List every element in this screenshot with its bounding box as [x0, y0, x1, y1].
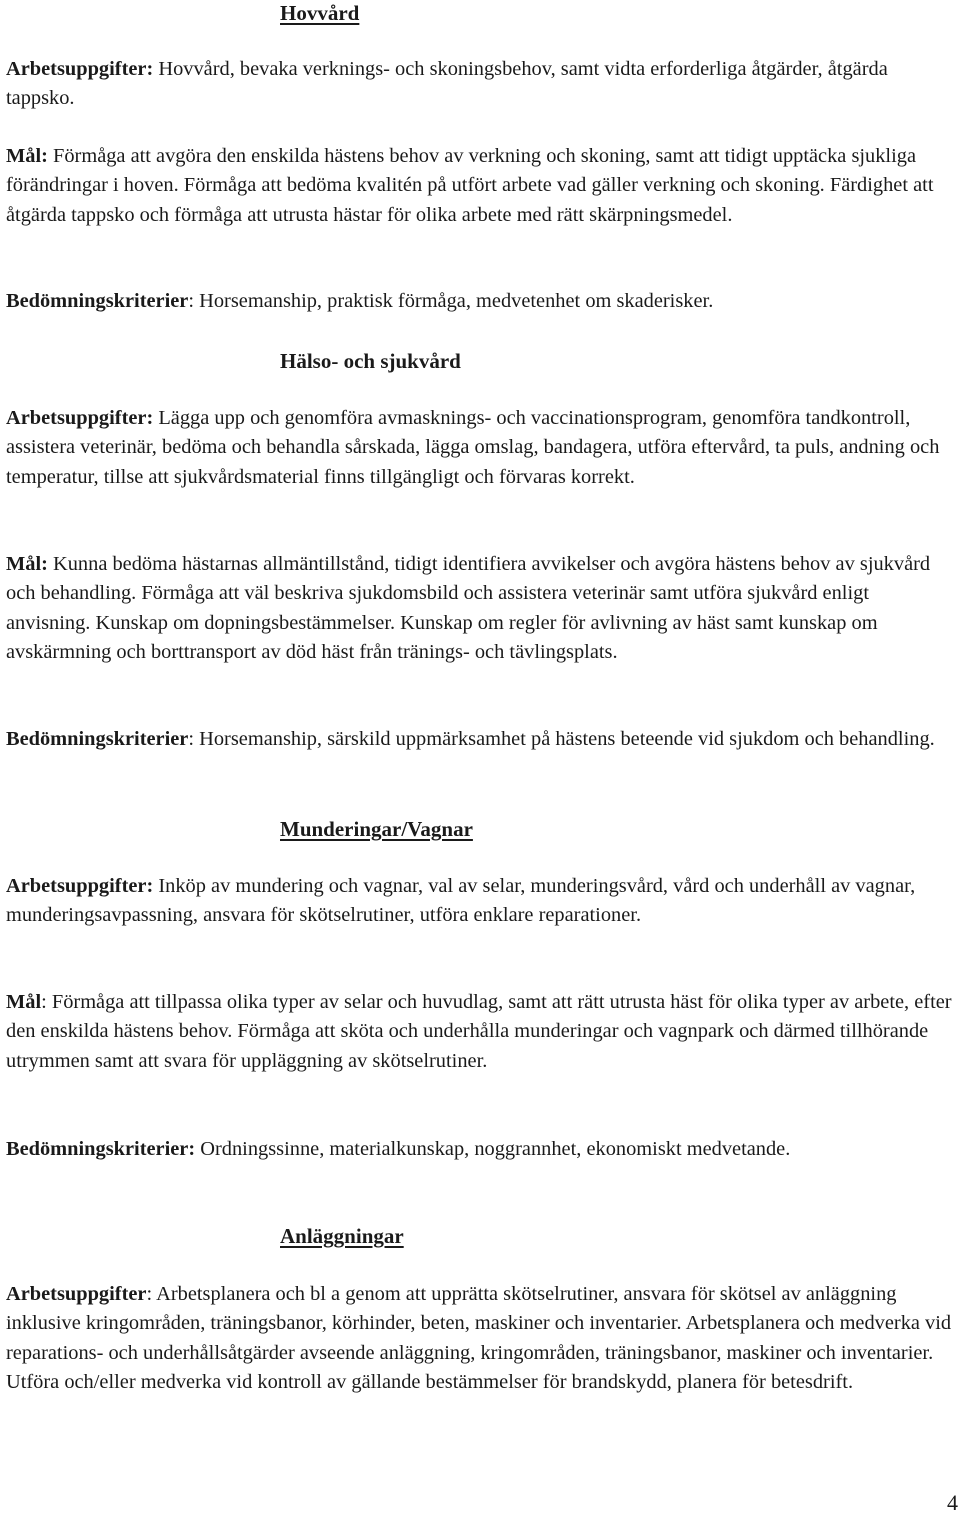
paragraph-halso-bedomning: [6, 725, 935, 754]
paragraph-hovvard-mal: [6, 142, 954, 230]
paragraph-text: : Arbetsplanera och bl a genom att upprätta skötselrutiner, ansvara för skötsel av anläggning inklusive kringområden, träningsbanor, körhinder, beten, maskiner och inventarier. Arbetsplanera och medverka vid reparations- och underhållsåtgärder avseende anläggning, kringområden, träningsbanor, maskiner och inventarier. Utföra och/eller medverka vid kontroll av gällande bestämmelser för brandskydd, planera för betesdrift.: [6, 1283, 952, 1393]
paragraph-label: Bedömningskriterier: [6, 290, 189, 312]
paragraph-label: Arbetsuppgifter:: [6, 58, 154, 80]
paragraph-label: Mål:: [6, 145, 48, 167]
section-heading-hovvard: Hovvård: [280, 1, 360, 25]
paragraph-text: Förmåga att avgöra den enskilda hästens behov av verkning och skoning, samt att tidigt upptäcka sjukliga förändringar i hoven. Förmåga att bedöma kvalitén på utfört arbete vad gäller verkning och skoning. Färdighet att åtgärda tappsko och förmåga att utrusta hästar för olika arbete med rätt skärpningsmedel.: [6, 145, 934, 226]
paragraph-halso-arbetsuppgifter: [6, 404, 954, 492]
paragraph-hovvard-bedomning: [6, 287, 713, 316]
paragraph-text: : Horsemanship, särskild uppmärksamhet på hästens beteende vid sjukdom och behandling.: [188, 728, 935, 750]
paragraph-munderingar-mal: [6, 988, 954, 1076]
paragraph-munderingar-arbetsuppgifter: [6, 872, 954, 931]
paragraph-label: Bedömningskriterier:: [6, 1138, 196, 1160]
paragraph-label: Arbetsuppgifter:: [6, 407, 154, 429]
paragraph-text: Lägga upp och genomföra avmasknings- och vaccinationsprogram, genomföra tandkontroll, assistera veterinär, bedöma och behandla sårskada, lägga omslag, bandagera, utföra eftervård, ta puls, andning och temperatur, tillse att sjukvårdsmaterial finns tillgängligt och förvaras korrekt.: [6, 407, 940, 488]
paragraph-anlaggningar-arbetsuppgifter: [6, 1280, 954, 1397]
paragraph-text: : Förmåga att tillpassa olika typer av selar och huvudlag, samt att rätt utrusta häst för olika typer av arbete, efter den enskilda hästens behov. Förmåga att sköta och underhålla munderingar och vagnpark och därmed tillhörande utrymmen samt att svara för uppläggning av skötselrutiner.: [6, 991, 952, 1072]
section-heading-halso-och-sjukvard: Hälso- och sjukvård: [280, 349, 461, 373]
paragraph-text: Hovvård, bevaka verknings- och skoningsbehov, samt vidta erforderliga åtgärder, åtgärda tappsko.: [6, 58, 888, 110]
paragraph-label: Mål:: [6, 553, 48, 575]
paragraph-text: Inköp av mundering och vagnar, val av selar, munderingsvård, vård och underhåll av vagnar, munderingsavpassning, ansvara för skötselrutiner, utföra enklare reparationer.: [6, 875, 916, 927]
paragraph-label: Arbetsuppgifter: [6, 1283, 147, 1305]
paragraph-text: : Horsemanship, praktisk förmåga, medvetenhet om skaderisker.: [188, 290, 714, 312]
paragraph-text: Ordningssinne, materialkunskap, noggrannhet, ekonomiskt medvetande.: [195, 1138, 791, 1160]
paragraph-label: Arbetsuppgifter:: [6, 875, 154, 897]
paragraph-munderingar-bedomning: [6, 1135, 790, 1164]
paragraph-label: Mål: [6, 991, 42, 1013]
section-heading-anlaggningar: Anläggningar: [280, 1224, 404, 1248]
paragraph-halso-mal: [6, 550, 954, 667]
page-number: 4: [947, 1490, 958, 1515]
paragraph-text: Kunna bedöma hästarnas allmäntillstånd, tidigt identifiera avvikelser och avgöra hästens behov av sjukvård och behandling. Förmåga att väl beskriva sjukdomsbild och assistera veterinär samt utföra sjukvård enligt anvisning. Kunskap om dopningsbestämmelser. Kunskap om regler för avlivning av häst samt kunskap om avskärmning och borttransport av död häst från tränings- och tävlingsplats.: [6, 553, 931, 663]
paragraph-label: Bedömningskriterier: [6, 728, 189, 750]
paragraph-hovvard-arbetsuppgifter: [6, 55, 954, 114]
section-heading-munderingar-vagnar: Munderingar/Vagnar: [280, 817, 473, 841]
